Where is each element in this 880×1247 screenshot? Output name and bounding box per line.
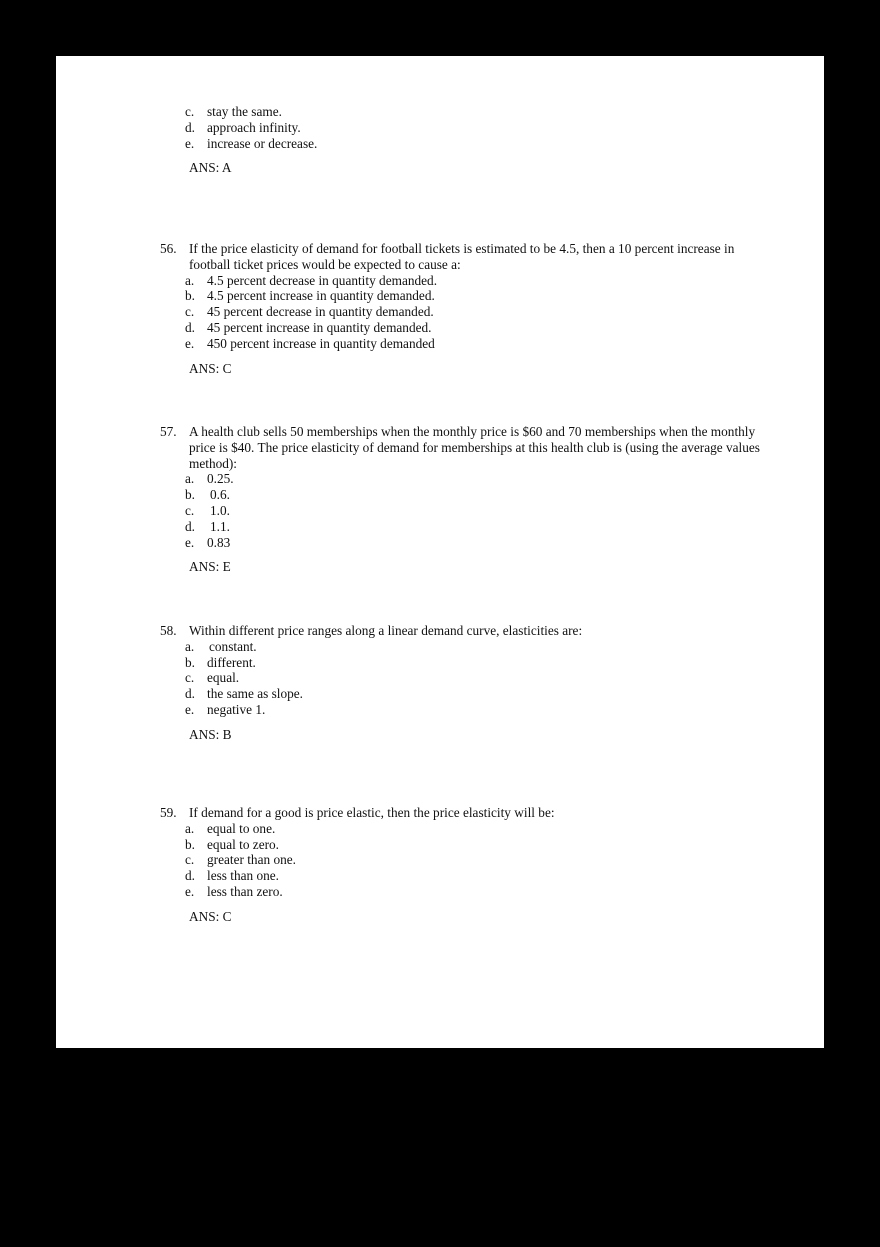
option-text: greater than one. bbox=[207, 852, 296, 868]
option-letter: d. bbox=[185, 119, 195, 135]
option-letter: b. bbox=[185, 288, 195, 304]
question-number: 57. bbox=[160, 424, 177, 439]
option-a bbox=[56, 639, 824, 655]
option-letter: a. bbox=[185, 638, 195, 654]
question-stem bbox=[56, 424, 769, 471]
option-text: 1.1. bbox=[210, 518, 230, 534]
option-d bbox=[56, 320, 824, 336]
option-letter: c. bbox=[185, 104, 195, 119]
option-text: 0.6. bbox=[210, 487, 230, 503]
option-text: the same as slope. bbox=[207, 686, 304, 702]
question-number: 59. bbox=[160, 805, 177, 820]
option-b bbox=[56, 487, 824, 503]
question-number: 56. bbox=[160, 241, 177, 256]
option-letter: c. bbox=[185, 304, 195, 320]
option-a bbox=[56, 821, 824, 837]
answer-text: ANS: A bbox=[189, 160, 232, 176]
option-letter: e. bbox=[185, 883, 195, 899]
document-page bbox=[56, 56, 824, 1048]
option-letter: e. bbox=[185, 701, 195, 717]
option-text: 0.25. bbox=[207, 471, 234, 487]
option-letter: a. bbox=[185, 272, 195, 288]
question-text: If the price elasticity of demand for football tickets is estimated to be 4.5, then a 10 percent increase in football ticket prices would be expected to cause a: bbox=[189, 241, 735, 272]
question-text: Within different price ranges along a linear demand curve, elasticities are: bbox=[189, 623, 583, 638]
option-text: 1.0. bbox=[210, 502, 230, 518]
option-letter: e. bbox=[185, 534, 195, 550]
option-b bbox=[56, 837, 824, 853]
option-d bbox=[56, 686, 824, 702]
question-56 bbox=[56, 241, 824, 376]
option-text: 450 percent increase in quantity demanded bbox=[207, 335, 435, 351]
option-d bbox=[56, 868, 824, 884]
option-text: constant. bbox=[209, 638, 257, 654]
answer-key bbox=[56, 559, 824, 575]
question-55-continued bbox=[56, 104, 824, 176]
question-stem bbox=[56, 805, 769, 821]
option-e bbox=[56, 535, 824, 551]
option-c bbox=[56, 503, 824, 519]
option-letter: c. bbox=[185, 852, 195, 868]
option-a bbox=[56, 273, 824, 289]
option-text: equal to one. bbox=[207, 820, 276, 836]
option-letter: e. bbox=[185, 135, 195, 151]
option-letter: c. bbox=[185, 502, 195, 518]
question-number: 58. bbox=[160, 623, 177, 638]
option-e bbox=[56, 702, 824, 718]
option-letter: b. bbox=[185, 487, 195, 503]
option-text: 0.83 bbox=[207, 534, 231, 550]
answer-text: ANS: C bbox=[189, 908, 232, 924]
option-letter: d. bbox=[185, 518, 195, 534]
question-57 bbox=[56, 424, 824, 575]
answer-key bbox=[56, 909, 824, 925]
question-stem bbox=[56, 241, 769, 273]
option-letter: a. bbox=[185, 820, 195, 836]
question-stem bbox=[56, 623, 769, 639]
option-text: approach infinity. bbox=[207, 119, 301, 135]
option-letter: d. bbox=[185, 319, 195, 335]
option-text: negative 1. bbox=[207, 701, 266, 717]
answer-text: ANS: E bbox=[189, 559, 231, 575]
option-text: different. bbox=[207, 654, 256, 670]
option-text: equal. bbox=[207, 670, 240, 686]
option-e bbox=[56, 136, 824, 152]
option-letter: a. bbox=[185, 471, 195, 487]
option-a bbox=[56, 471, 824, 487]
option-b bbox=[56, 655, 824, 671]
option-letter: d. bbox=[185, 686, 195, 702]
answer-text: ANS: B bbox=[189, 726, 232, 742]
option-text: stay the same. bbox=[207, 104, 282, 119]
option-letter: d. bbox=[185, 868, 195, 884]
option-letter: b. bbox=[185, 836, 195, 852]
option-c bbox=[56, 852, 824, 868]
option-d bbox=[56, 120, 824, 136]
question-58 bbox=[56, 623, 824, 743]
option-c bbox=[56, 670, 824, 686]
option-text: 45 percent decrease in quantity demanded. bbox=[207, 304, 434, 320]
option-b bbox=[56, 288, 824, 304]
option-c bbox=[56, 104, 824, 120]
option-text: increase or decrease. bbox=[207, 135, 318, 151]
option-d bbox=[56, 519, 824, 535]
answer-key bbox=[56, 727, 824, 743]
option-text: 4.5 percent decrease in quantity demanded. bbox=[207, 272, 438, 288]
option-e bbox=[56, 336, 824, 352]
option-text: less than one. bbox=[207, 868, 280, 884]
answer-key bbox=[56, 160, 824, 176]
option-text: 4.5 percent increase in quantity demanded. bbox=[207, 288, 435, 304]
option-letter: e. bbox=[185, 335, 195, 351]
option-c bbox=[56, 304, 824, 320]
option-letter: c. bbox=[185, 670, 195, 686]
answer-text: ANS: C bbox=[189, 360, 232, 376]
question-text: If demand for a good is price elastic, then the price elasticity will be: bbox=[189, 805, 555, 820]
option-text: 45 percent increase in quantity demanded. bbox=[207, 319, 432, 335]
option-text: less than zero. bbox=[207, 883, 283, 899]
answer-key bbox=[56, 361, 824, 377]
option-e bbox=[56, 884, 824, 900]
question-text: A health club sells 50 memberships when the monthly price is $60 and 70 memberships when the monthly price is $40. The price elasticity of demand for memberships at this health club is (using the average values method): bbox=[189, 424, 760, 471]
option-text: equal to zero. bbox=[207, 836, 279, 852]
question-59 bbox=[56, 805, 824, 925]
option-letter: b. bbox=[185, 654, 195, 670]
